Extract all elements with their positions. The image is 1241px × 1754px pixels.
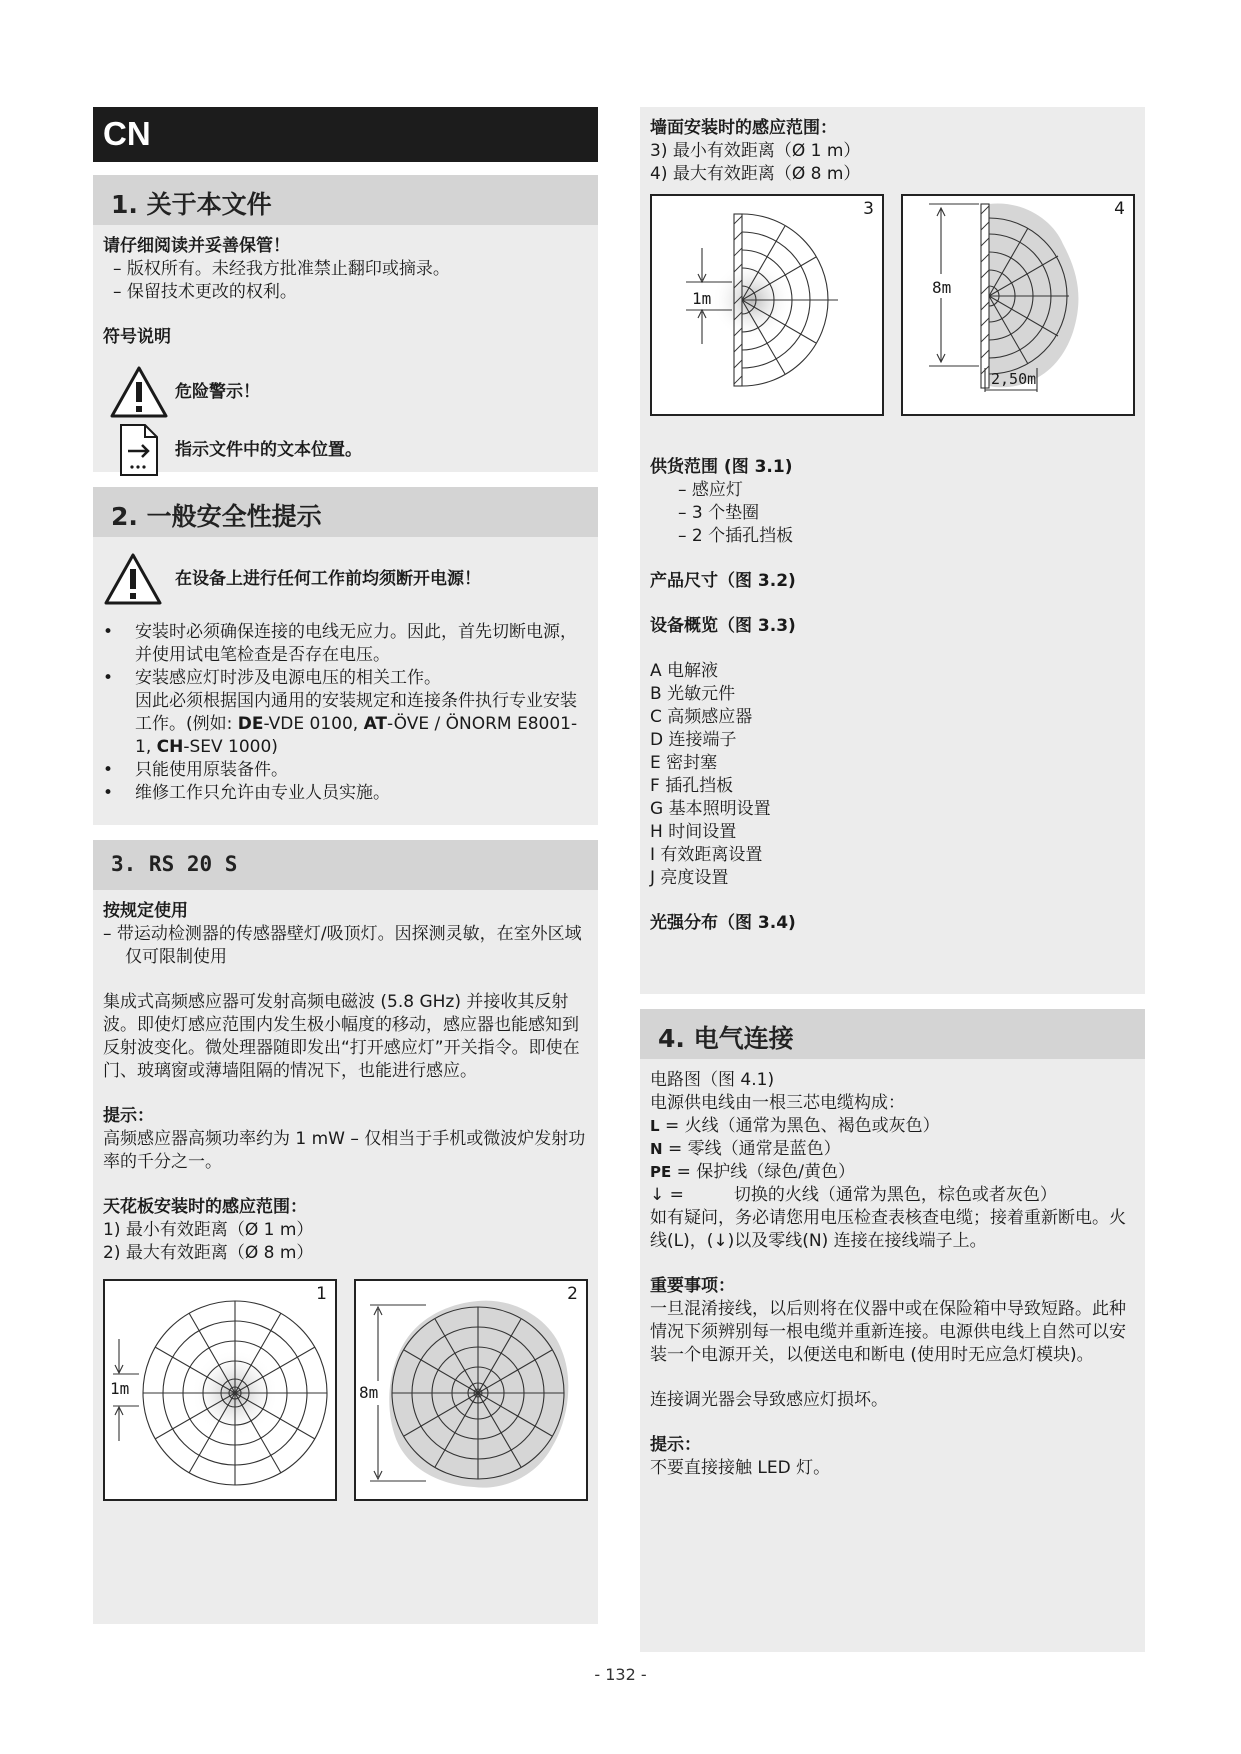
part-name: 电解液 xyxy=(667,661,719,681)
range-label: 8m xyxy=(359,1383,379,1402)
safety-item-line: 安装感应灯时涉及电源电压的相关工作。 xyxy=(135,668,441,688)
figure-wall-max xyxy=(901,194,1135,416)
norm-de: DE xyxy=(237,714,264,734)
part-name: 基本照明设置 xyxy=(668,799,771,819)
wire-n xyxy=(650,1138,1135,1161)
part-name: 有效距离设置 xyxy=(660,845,763,865)
warning-triangle-icon xyxy=(103,365,175,419)
part-name: 高频感应器 xyxy=(667,707,753,727)
safety-item: • 安装时必须确保连接的电线无应力。因此，首先切断电源，并使用试电笔检查是否存在电压。 xyxy=(103,621,588,667)
supply-item: – 感应灯 xyxy=(678,480,743,500)
ceiling-min-diagram xyxy=(105,1281,335,1499)
circuit-diagram-ref: 电路图（图 4.1) xyxy=(650,1070,775,1090)
part-key: B xyxy=(650,684,662,704)
wire-key: N xyxy=(650,1140,663,1158)
norm-ch: CH xyxy=(156,737,184,757)
figure-ceiling-max xyxy=(354,1279,588,1501)
figure-number: 4 xyxy=(1114,199,1125,219)
cable-intro: 电源供电线由一根三芯电缆构成： xyxy=(650,1093,905,1113)
figure-wall-min xyxy=(650,194,884,416)
wall-range-heading: 墙面安装时的感应范围： xyxy=(650,118,837,138)
ceiling-max-diagram xyxy=(356,1281,586,1499)
warning-triangle-icon xyxy=(103,552,175,606)
switched-arrow-icon: ↓ = xyxy=(650,1185,684,1205)
part-item xyxy=(650,821,1135,844)
power-off-warning: 在设备上进行任何工作前均须断开电源！ xyxy=(175,568,481,589)
tip-text: 高频感应器高频功率约为 1 mW – 仅相当于手机或微波炉发射功率的千分之一。 xyxy=(103,1129,586,1172)
part-key: C xyxy=(650,707,662,727)
supply-item: – 2 个插孔挡板 xyxy=(678,526,794,546)
ceiling-figures xyxy=(103,1279,588,1501)
norm-at-text: -ÖVE / ÖNORM E8001-1, xyxy=(135,714,578,757)
norm-de-text: -VDE 0100, xyxy=(263,714,364,734)
ceiling-range-heading: 天花板安装时的感应范围： xyxy=(103,1197,307,1217)
intended-use-text: – 带运动检测器的传感器壁灯/吸顶灯。因探测灵敏，在室外区域仅可限制使用 xyxy=(103,924,582,967)
wire-desc: = 零线（通常是蓝色） xyxy=(667,1139,841,1159)
important-text: 一旦混淆接线，以后则将在仪器中或在保险箱中导致短路。此种情况下须辨别每一根电缆并重新连接。电源供电线上自然可以安装一个电源开关，以便送电和断电 (使用时无应急灯模块)。 xyxy=(650,1299,1126,1365)
important-heading: 重要事项： xyxy=(650,1276,735,1296)
section-title: 3. RS 20 S xyxy=(93,840,598,890)
part-item xyxy=(650,752,1135,775)
left-column xyxy=(93,107,598,1639)
part-name: 时间设置 xyxy=(668,822,737,842)
wire-desc: 切换的火线（通常为黑色，棕色或者灰色） xyxy=(733,1185,1057,1205)
doubt-note: 如有疑问，务必请您用电压检查表核查电缆；接着重新断电。火线(L)，(↓)以及零线(N) 连接在接线端子上。 xyxy=(650,1208,1126,1251)
part-item xyxy=(650,683,1135,706)
symbol-danger-row xyxy=(103,363,588,421)
wire-desc: = 保护线（绿色/黄色） xyxy=(676,1162,856,1182)
section-electrical-connection xyxy=(640,1009,1145,1652)
safety-item: • 只能使用原装备件。 xyxy=(103,759,588,782)
parts-list xyxy=(650,660,1135,890)
norm-at: AT xyxy=(363,714,388,734)
safety-list xyxy=(103,621,588,805)
part-key: H xyxy=(650,822,663,842)
wire-key: PE xyxy=(650,1163,672,1181)
part-name: 光敏元件 xyxy=(667,684,736,704)
part-key: I xyxy=(650,845,656,865)
part-key: D xyxy=(650,730,664,750)
wire-desc: = 火线（通常为黑色、褐色或灰色） xyxy=(664,1116,940,1136)
section-safety xyxy=(93,487,598,825)
wall-min-diagram xyxy=(652,196,882,414)
part-key: F xyxy=(650,776,660,796)
section-title: 1. 关于本文件 xyxy=(93,175,598,225)
section-about-document xyxy=(93,175,598,472)
section-rs20s xyxy=(93,840,598,1624)
safety-item: • 维修工作只允许由专业人员实施。 xyxy=(103,782,588,805)
figure-number: 2 xyxy=(567,1284,578,1304)
range-label: 8m xyxy=(932,278,952,297)
part-key: G xyxy=(650,799,664,819)
figure-ceiling-min xyxy=(103,1279,337,1501)
section-rs20s-continued xyxy=(640,107,1145,994)
wall-max-range: 4) 最大有效距离（Ø 8 m） xyxy=(650,164,861,184)
read-heading: 请仔细阅读并妥善保管！ xyxy=(103,236,290,256)
danger-label: 危险警示！ xyxy=(175,381,260,402)
wire-switched xyxy=(650,1184,1135,1207)
part-item xyxy=(650,729,1135,752)
width-label: 2,50m xyxy=(991,370,1037,388)
norm-ch-text: -SEV 1000) xyxy=(183,737,278,757)
tip-text: 不要直接接触 LED 灯。 xyxy=(650,1458,831,1478)
right-column xyxy=(640,107,1145,1667)
intended-use-heading: 按规定使用 xyxy=(103,901,188,921)
dimensions-heading: 产品尺寸（图 3.2) xyxy=(650,571,796,591)
safety-item xyxy=(103,667,588,759)
part-item xyxy=(650,798,1135,821)
page-number: - 132 - xyxy=(594,1665,647,1684)
supply-item: – 3 个垫圈 xyxy=(678,503,760,523)
part-name: 插孔挡板 xyxy=(665,776,734,796)
dimmer-warning: 连接调光器会导致感应灯损坏。 xyxy=(650,1390,888,1410)
part-item xyxy=(650,844,1135,867)
power-off-warning-row xyxy=(103,547,588,611)
tip-heading: 提示： xyxy=(103,1106,154,1126)
bullet-copyright: – 版权所有。未经我方批准禁止翻印或摘录。 xyxy=(113,259,450,279)
sensor-description: 集成式高频感应器可发射高频电磁波 (5.8 GHz) 并接收其反射波。即使灯感应范围内发生极小幅度的移动，感应器也能感知到反射波变化。微处理器随即发出“打开感应灯”开关指令。即使在门、玻璃窗或薄墙阻隔的情况下，也能进行感应。 xyxy=(103,992,580,1081)
language-header: CN xyxy=(93,107,598,162)
part-item xyxy=(650,706,1135,729)
section-title: 2. 一般安全性提示 xyxy=(93,487,598,537)
range-label: 1m xyxy=(692,289,712,308)
supply-heading: 供货范围 (图 3.1) xyxy=(650,457,793,477)
wire-key: L xyxy=(650,1117,660,1135)
symbol-reference-row xyxy=(103,421,588,479)
ceiling-max-range: 2) 最大有效距离（Ø 8 m） xyxy=(103,1243,314,1263)
safety-item-line: 因此必须根据国内通用的安装规定和连接条件执行专业安装工作。(例如: xyxy=(135,691,577,734)
part-item xyxy=(650,660,1135,683)
tip-heading: 提示： xyxy=(650,1435,701,1455)
wire-pe xyxy=(650,1161,1135,1184)
part-name: 密封塞 xyxy=(666,753,718,773)
wire-l xyxy=(650,1115,1135,1138)
part-key: E xyxy=(650,753,661,773)
range-label: 1m xyxy=(110,1379,130,1398)
reference-label: 指示文件中的文本位置。 xyxy=(175,439,362,460)
part-key: A xyxy=(650,661,662,681)
section-title: 4. 电气连接 xyxy=(640,1009,1145,1059)
part-name: 亮度设置 xyxy=(660,868,729,888)
wall-figures xyxy=(650,194,1135,416)
figure-number: 1 xyxy=(316,1284,327,1304)
bullet-tech-changes: – 保留技术更改的权利。 xyxy=(113,282,297,302)
document-reference-icon xyxy=(103,422,175,478)
part-name: 连接端子 xyxy=(668,730,737,750)
light-distribution-heading: 光强分布（图 3.4) xyxy=(650,913,796,933)
figure-number: 3 xyxy=(863,199,874,219)
symbols-heading: 符号说明 xyxy=(103,327,171,347)
part-item xyxy=(650,867,1135,890)
overview-heading: 设备概览（图 3.3) xyxy=(650,616,796,636)
part-key: J xyxy=(650,868,656,888)
wall-min-range: 3) 最小有效距离（Ø 1 m） xyxy=(650,141,861,161)
supply-list xyxy=(650,479,1135,548)
part-item xyxy=(650,775,1135,798)
ceiling-min-range: 1) 最小有效距离（Ø 1 m） xyxy=(103,1220,314,1240)
